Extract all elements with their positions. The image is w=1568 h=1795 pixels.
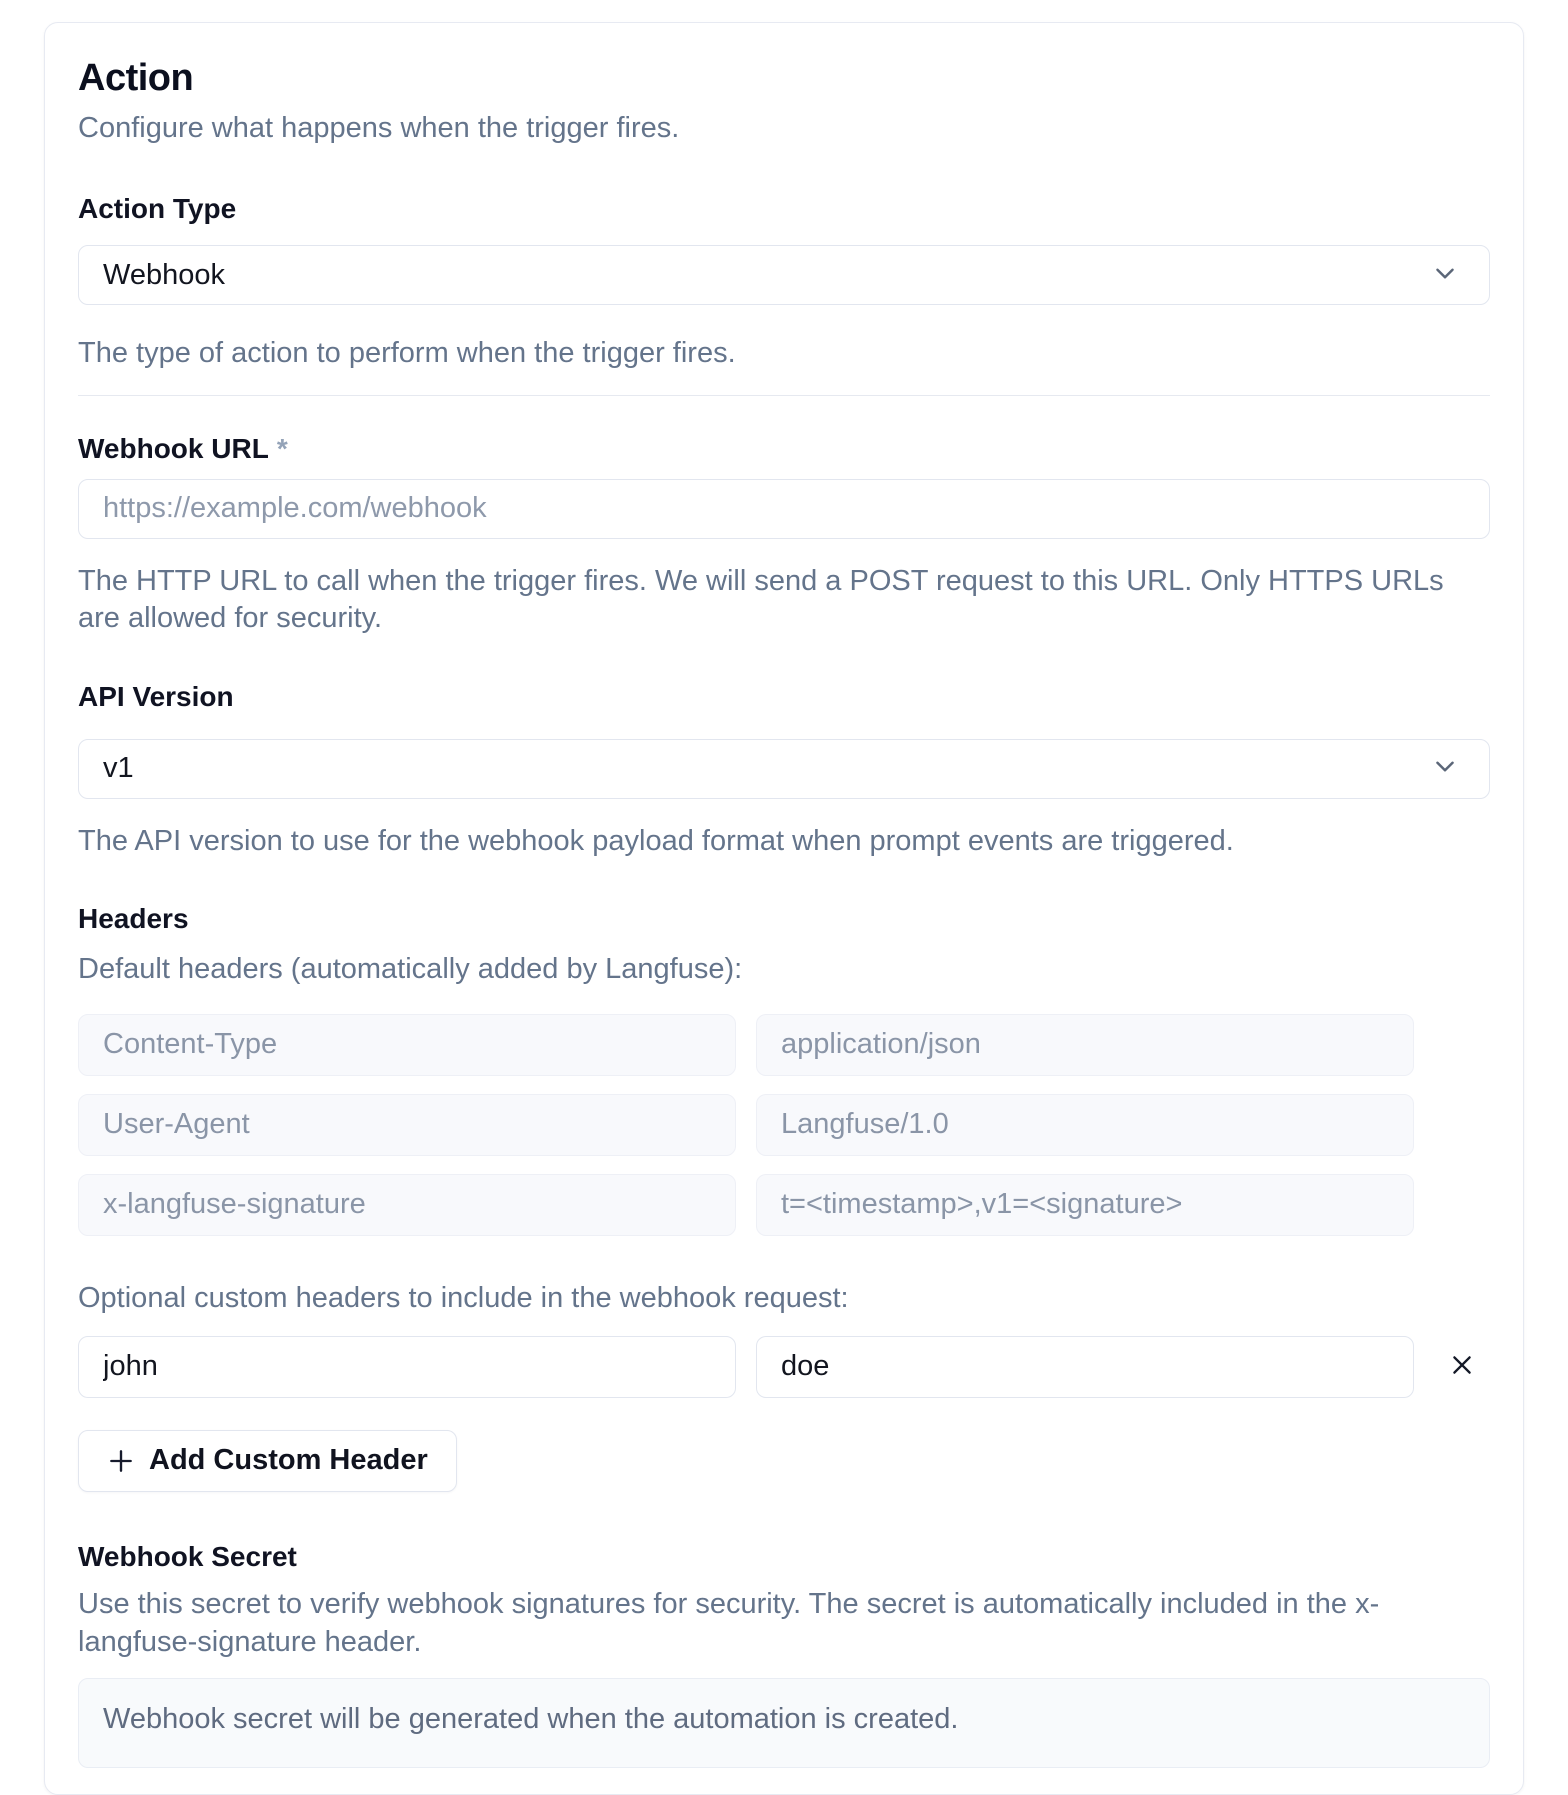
default-header-value: t=<timestamp>,v1=<signature> bbox=[756, 1174, 1414, 1236]
default-header-row bbox=[78, 1094, 1490, 1156]
webhook-secret-description: Use this secret to verify webhook signatures for security. The secret is automatically included in the x-langfuse-signature header. bbox=[78, 1588, 1380, 1659]
action-card bbox=[44, 22, 1524, 1795]
card-subtitle: Configure what happens when the trigger fires. bbox=[78, 112, 680, 144]
add-custom-header-button[interactable] bbox=[78, 1430, 457, 1492]
action-type-value: Webhook bbox=[103, 258, 225, 291]
api-version-help: The API version to use for the webhook payload format when prompt events are triggered. bbox=[78, 824, 1234, 857]
action-type-select[interactable] bbox=[78, 245, 1490, 305]
required-asterisk: * bbox=[276, 432, 288, 464]
page-title: Action bbox=[78, 57, 194, 99]
webhook-secret-label: Webhook Secret bbox=[78, 1540, 297, 1572]
default-header-row bbox=[78, 1174, 1490, 1236]
custom-header-name-input[interactable] bbox=[78, 1336, 736, 1398]
api-version-label: API Version bbox=[78, 680, 234, 712]
webhook-secret-placeholder-text: Webhook secret will be generated when the automation is created. bbox=[103, 1702, 959, 1735]
custom-header-value-input[interactable] bbox=[756, 1336, 1414, 1398]
remove-header-button[interactable] bbox=[1438, 1343, 1486, 1391]
webhook-url-label-text: Webhook URL bbox=[78, 432, 269, 464]
default-header-name: User-Agent bbox=[78, 1094, 736, 1156]
close-icon bbox=[1449, 1352, 1475, 1381]
section-divider bbox=[78, 395, 1490, 396]
action-type-help: The type of action to perform when the trigger fires. bbox=[78, 337, 736, 370]
api-version-value: v1 bbox=[103, 752, 134, 785]
api-version-select[interactable] bbox=[78, 739, 1490, 799]
default-header-value: Langfuse/1.0 bbox=[756, 1094, 1414, 1156]
add-custom-header-label: Add Custom Header bbox=[149, 1444, 428, 1477]
action-type-label: Action Type bbox=[78, 193, 237, 225]
webhook-url-help: The HTTP URL to call when the trigger fires. We will send a POST request to this URL. Only HTTPS URLs are allowed for security. bbox=[78, 564, 1444, 635]
headers-label: Headers bbox=[78, 903, 189, 935]
plus-icon bbox=[107, 1447, 135, 1475]
webhook-url-input[interactable] bbox=[78, 479, 1490, 539]
chevron-down-icon bbox=[1431, 752, 1459, 785]
chevron-down-icon bbox=[1431, 259, 1459, 292]
default-header-name: x-langfuse-signature bbox=[78, 1174, 736, 1236]
default-header-value: application/json bbox=[756, 1014, 1414, 1076]
webhook-url-label bbox=[78, 434, 1490, 465]
custom-header-row bbox=[78, 1336, 1490, 1398]
default-headers-caption: Default headers (automatically added by Langfuse): bbox=[78, 953, 743, 986]
default-header-name: Content-Type bbox=[78, 1014, 736, 1076]
default-header-row bbox=[78, 1014, 1490, 1076]
webhook-secret-box bbox=[78, 1678, 1490, 1768]
custom-headers-caption: Optional custom headers to include in the webhook request: bbox=[78, 1281, 849, 1314]
